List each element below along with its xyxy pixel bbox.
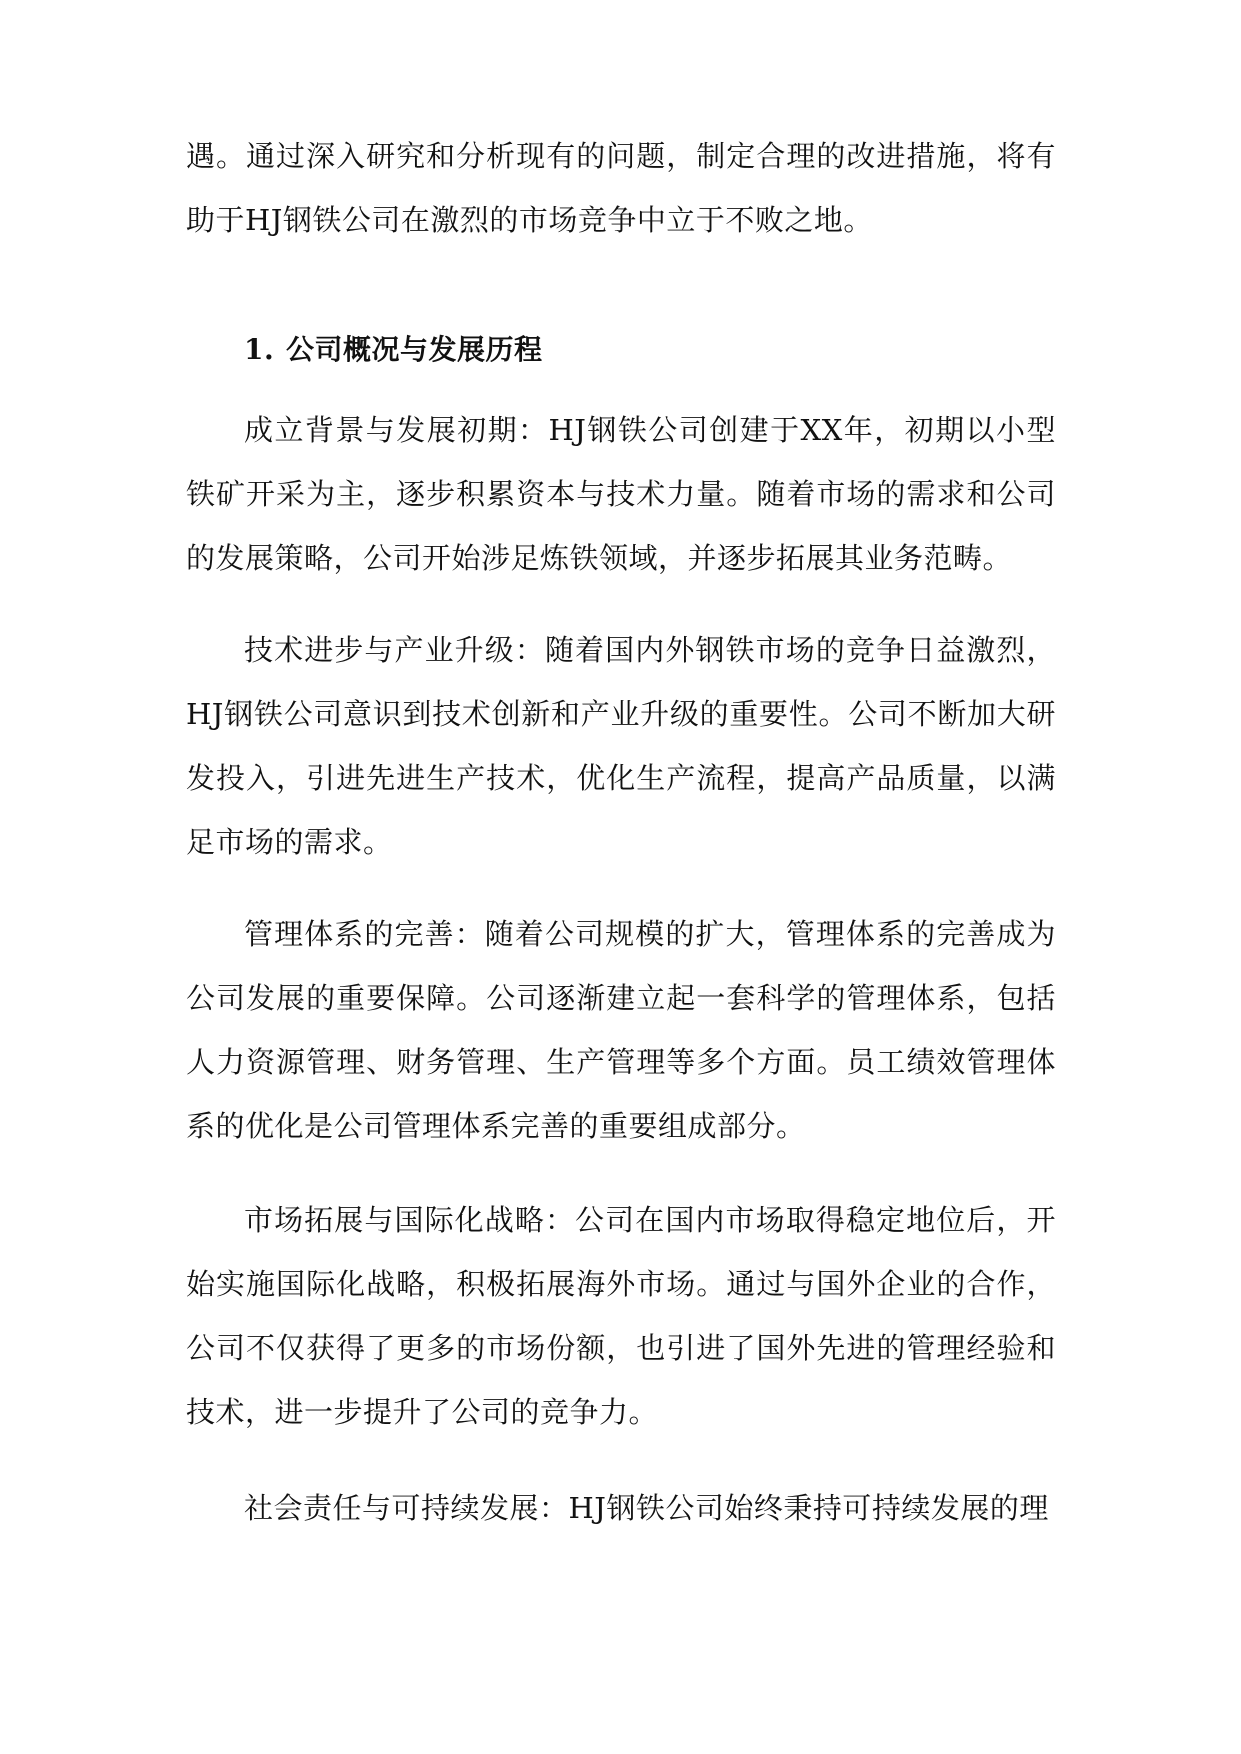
section-number: 1. [244,333,275,366]
paragraph-technology: 技术进步与产业升级：随着国内外钢铁市场的竞争日益激烈，HJ钢铁公司意识到技术创新和产业升级的重要性。公司不断加大研发投入，引进先进生产技术，优化生产流程，提高产品质量，以满足市场的需求。 [186,633,1056,859]
paragraph-management: 管理体系的完善：随着公司规模的扩大，管理体系的完善成为公司发展的重要保障。公司逐渐建立起一套科学的管理体系，包括人力资源管理、财务管理、生产管理等多个方面。员工绩效管理体系的优化是公司管理体系完善的重要组成部分。 [186,917,1056,1143]
paragraph-founding: 成立背景与发展初期：HJ钢铁公司创建于XX年，初期以小型铁矿开采为主，逐步积累资本与技术力量。随着市场的需求和公司的发展策略，公司开始涉足炼铁领域，并逐步拓展其业务范畴。 [186,413,1056,575]
section-title: 公司概况与发展历程 [286,333,543,366]
paragraph-social-responsibility: 社会责任与可持续发展：HJ钢铁公司始终秉持可持续发展的理 [244,1491,1049,1525]
intro-paragraph: 遇。通过深入研究和分析现有的问题，制定合理的改进措施，将有助于HJ钢铁公司在激烈的市场竞争中立于不败之地。 [186,139,1056,237]
section-heading [244,324,543,376]
paragraph-market-expansion: 市场拓展与国际化战略：公司在国内市场取得稳定地位后，开始实施国际化战略，积极拓展海外市场。通过与国外企业的合作，公司不仅获得了更多的市场份额，也引进了国外先进的管理经验和技术，进一步提升了公司的竞争力。 [186,1203,1056,1429]
